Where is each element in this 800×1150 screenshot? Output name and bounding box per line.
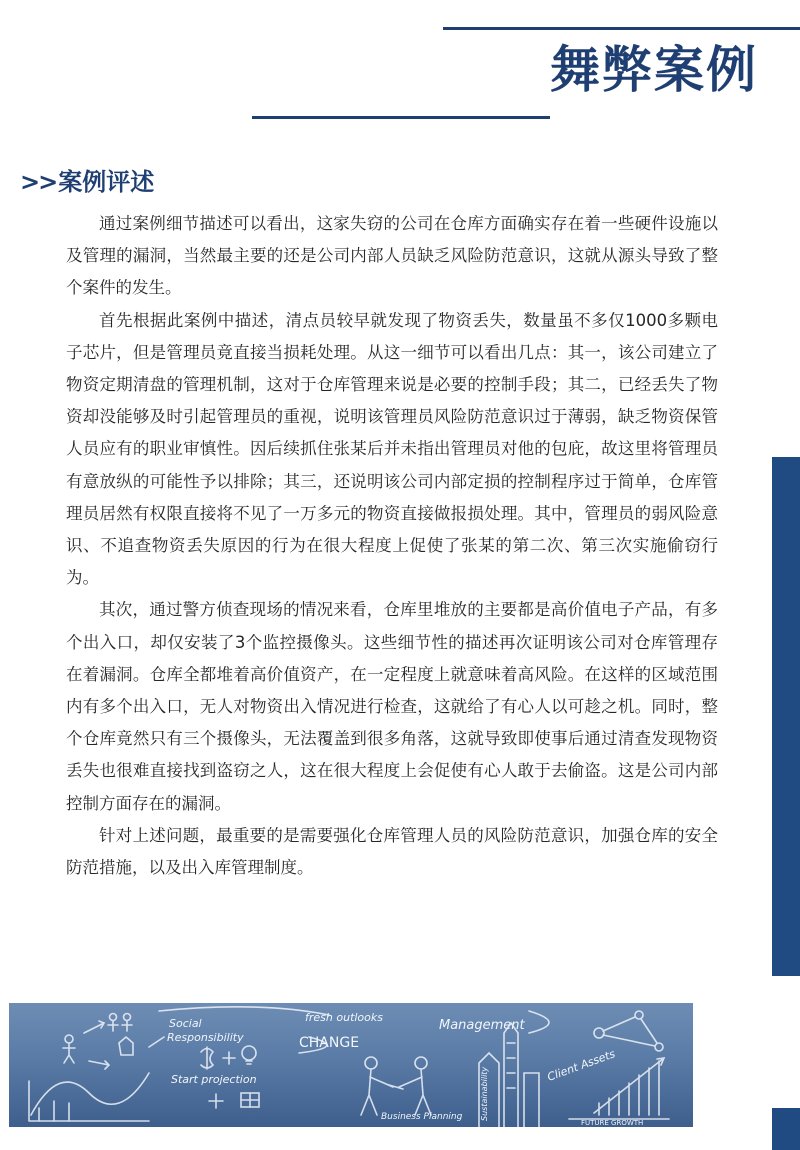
banner-word-social: Social — [169, 1017, 202, 1030]
side-accent-bar-bottom — [772, 1108, 800, 1150]
paragraph-2: 首先根据此案例中描述，清点员较早就发现了物资丢失，数量虽不多仅1000多颗电子芯片，但是管理员竟直接当损耗处理。从这一细节可以看出几点：其一，该公司建立了物资定期清盘的管理机制，这对于仓库管理来说是必要的控制手段；其二，已经丢失了物资却没能够及时引起管理员的重视，说明该管理员风险防范意识过于薄弱，缺乏物资保管人员应有的职业审慎性。因后续抓住张某后并未指出管理员对他的包庇，故这里将管理员有意放纵的可能性予以排除；其三，还说明该公司内部定损的控制程序过于简单，仓库管理员居然有权限直接将不见了一万多元的物资直接做报损处理。其中，管理员的弱风险意识、不追查物资丢失原因的行为在很大程度上促使了张某的第二次、第三次实施偷窃行为。 — [66, 310, 718, 588]
paragraph-4: 针对上述问题，最重要的是需要强化仓库管理人员的风险防范意识，加强仓库的安全防范措施，以及出入库管理制度。 — [66, 825, 718, 878]
top-rule — [443, 27, 800, 30]
banner-image — [9, 1003, 693, 1127]
banner-word-fresh-outlooks: fresh outlooks — [305, 1011, 383, 1024]
banner-sketch — [9, 1003, 693, 1127]
section-heading — [20, 165, 154, 199]
banner-word-responsibility: Responsibility — [167, 1031, 244, 1044]
paragraph-3: 其次，通过警方侦查现场的情况来看，仓库里堆放的主要都是高价值电子产品，有多个出入口，却仅安装了3个监控摄像头。这些细节性的描述再次证明该公司对仓库管理存在着漏洞。仓库全都堆着高价值资产，在一定程度上就意味着高风险。在这样的区域范围内有多个出入口，无人对物资出入情况进行检查，这就给了有心人以可趁之机。同时，整个仓库竟然只有三个摄像头，无法覆盖到很多角落，这就导致即使事后通过清查发现物资丢失也很难直接找到盗窃之人，这在很大程度上会促使有心人敢于去偷盗。这是公司内部控制方面存在的漏洞。 — [66, 600, 718, 813]
banner-word-client-assets: Client Assets — [545, 1047, 617, 1084]
paragraph-1: 通过案例细节描述可以看出，这家失窃的公司在仓库方面确实存在着一些硬件设施以及管理的漏洞，当然最主要的还是公司内部人员缺乏风险防范意识，这就从源头导致了整个案件的发生。 — [66, 214, 718, 298]
title-underline — [252, 116, 550, 119]
section-heading-text: 案例评述 — [58, 168, 155, 196]
side-accent-bar — [772, 457, 800, 976]
page-title: 舞弊案例 — [550, 41, 758, 99]
banner-word-management: Management — [439, 1018, 525, 1033]
banner-word-future-growth: FUTURE GROWTH — [581, 1119, 644, 1127]
banner-word-business-planning: Business Planning — [381, 1112, 463, 1122]
banner-word-start-projection: Start projection — [171, 1073, 257, 1086]
body-text — [66, 208, 718, 884]
chevron-right-icon: >> — [20, 168, 57, 196]
banner-word-sustainability: Sustainability — [480, 1066, 489, 1121]
banner-word-change: CHANGE — [299, 1035, 360, 1051]
